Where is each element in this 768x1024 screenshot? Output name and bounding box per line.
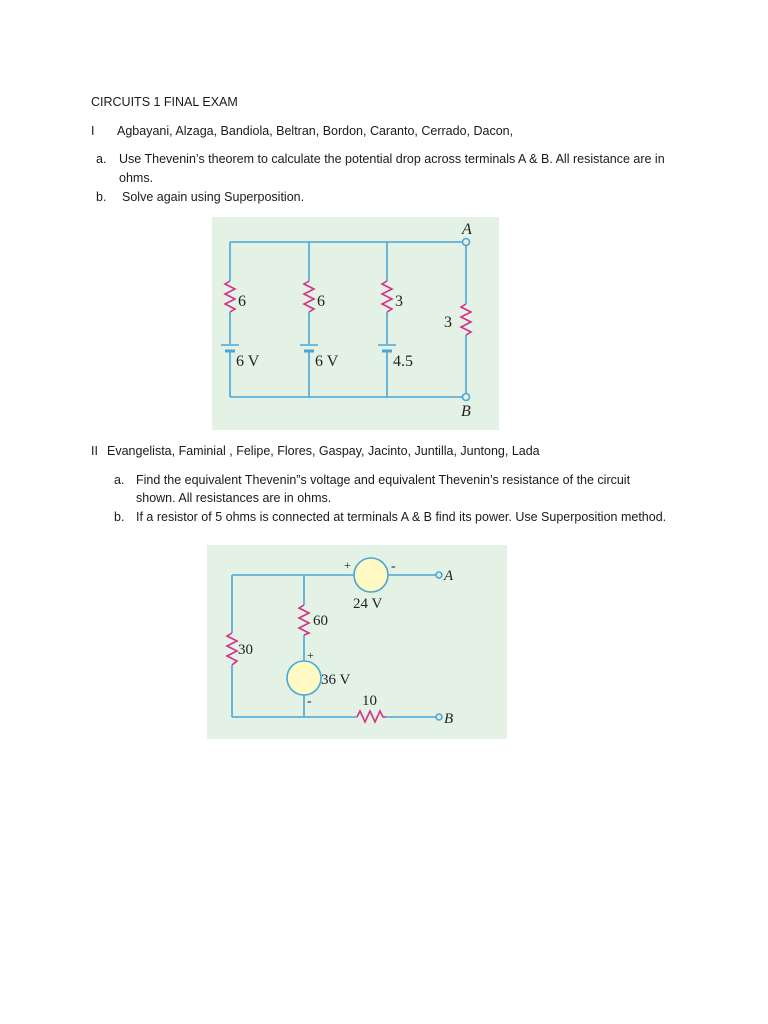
label-terminal-a: A: [444, 568, 454, 584]
label-10: 10: [362, 693, 377, 709]
item-2a-marker: a.: [114, 473, 125, 487]
item-1a-marker: a.: [96, 152, 107, 166]
label-r3: 3: [395, 293, 403, 310]
item-1b-text: Solve again using Superposition.: [122, 190, 305, 204]
label-terminal-b: B: [461, 403, 471, 420]
plus-36v: +: [307, 648, 314, 662]
label-r1: 6: [238, 293, 246, 310]
section-1-names: Agbayani, Alzaga, Bandiola, Beltran, Bordon, Caranto, Cerrado, Dacon,: [117, 124, 514, 138]
circuit-diagram-2: [207, 545, 507, 739]
label-60: 60: [313, 613, 328, 629]
minus-24v: -: [391, 559, 396, 574]
label-r2: 6: [317, 293, 325, 310]
terminal-b: [436, 714, 442, 720]
label-v2: 6 V: [315, 353, 339, 370]
plus-24v: +: [344, 558, 351, 572]
label-r4: 3: [444, 314, 452, 331]
section-1-number: I: [91, 124, 95, 138]
section-2-names: Evangelista, Faminial , Felipe, Flores, Gaspay, Jacinto, Juntilla, Juntong, Lada: [107, 444, 540, 458]
label-24v: 24 V: [353, 596, 383, 612]
source-24v: [354, 558, 388, 592]
item-1a-text: Use Thevenin’s theorem to calculate the potential drop across terminals A & B. All resistance are in: [119, 152, 665, 166]
terminal-b: [463, 394, 470, 401]
item-2a-text: Find the equivalent Thevenin”s voltage and equivalent Thevenin’s resistance of the circuit: [136, 473, 631, 487]
item-2a-text-cont: shown. All resistances are in ohms.: [136, 491, 332, 505]
minus-36v: -: [307, 694, 312, 709]
exam-title: CIRCUITS 1 FINAL EXAM: [91, 95, 238, 109]
terminal-a: [463, 239, 470, 246]
label-terminal-b: B: [444, 711, 454, 727]
label-v1: 6 V: [236, 353, 260, 370]
label-36v: 36 V: [321, 672, 351, 688]
source-36v: [287, 661, 321, 695]
label-v3: 4.5: [393, 353, 413, 370]
item-1b-marker: b.: [96, 190, 107, 204]
label-terminal-a: A: [462, 221, 472, 238]
item-2b-marker: b.: [114, 510, 125, 524]
terminal-a: [436, 572, 442, 578]
circuit-diagram-1: [212, 217, 499, 430]
label-30: 30: [238, 642, 253, 658]
section-2-number: II: [91, 444, 98, 458]
item-2b-text: If a resistor of 5 ohms is connected at terminals A & B find its power. Use Superposition method.: [136, 510, 667, 524]
item-1a-text-cont: ohms.: [119, 171, 154, 185]
